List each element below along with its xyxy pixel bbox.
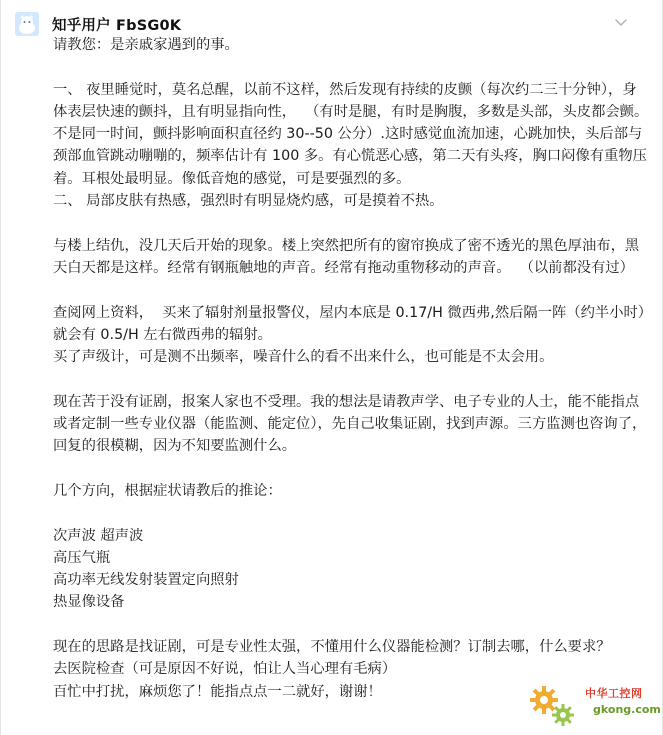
post-body [53, 34, 649, 703]
post-paragraph: 高压气瓶 [53, 549, 111, 566]
paragraph-gap [53, 614, 649, 636]
post-paragraph: 百忙中打扰，麻烦您了！能指点点一二就好，谢谢！ [53, 683, 382, 700]
default-avatar-icon[interactable] [15, 12, 39, 36]
watermark-site-name: 中华工控网 [585, 687, 643, 700]
post-paragraph: 二、 局部皮肤有热感，强烈时有明显烧灼感，可是摸着不热。 [53, 193, 444, 210]
post-paragraph: 与楼上结仇，没几天后开始的现象。楼上突然把所有的窗帘换成了密不透光的黑色厚油布，黑天白天都是这样。经常有钢瓶触地的声音。经常有拖动重物移动的声音。 （以前都没有过） [53, 237, 640, 276]
post-paragraph: 热显像设备 [53, 594, 125, 611]
post-paragraph: 高功率无线发射装置定向照射 [53, 572, 239, 589]
post-paragraph: 请教您：是亲戚家遇到的事。 [53, 37, 239, 53]
paragraph-gap [53, 56, 649, 78]
chevron-down-icon[interactable] [614, 14, 628, 28]
gear-logo-icon [551, 703, 575, 731]
paragraph-gap [53, 502, 649, 524]
paragraph-gap [53, 279, 649, 301]
post-paragraph: 查阅网上资料， 买来了辐射剂量报警仪，屋内本底是 0.17/H 微西弗,然后隔一阵（约半小时）就会有 0.5/H 左右微西弗的辐射。 [53, 304, 645, 343]
post-paragraph: 几个方向，根据症状请教后的推论： [53, 482, 282, 499]
post-paragraph: 去医院检查（可是原因不好说，怕让人当心理有毛病） [53, 661, 397, 678]
paragraph-gap [53, 458, 649, 480]
post-paragraph: 次声波 超声波 [53, 527, 144, 544]
post-header [15, 12, 181, 36]
post-paragraph: 买了声级计，可是测不出频率，噪音什么的看不出来什么，也可能是不太会用。 [53, 349, 554, 366]
post-paragraph: 现在苦于没有证剧，报案人家也不受理。我的想法是请教声学、电子专业的人士，能不能指点或者定制一些专业仪器（能监测、能定位），先自己收集证剧，找到声源。三方监测也咨询了，回复的很模糊，因为不知要监测什么。 [53, 393, 647, 455]
paragraph-gap [53, 368, 649, 390]
site-watermark [529, 683, 659, 729]
watermark-url: gkong.com [593, 703, 661, 716]
author-name[interactable]: 知乎用户 FbSG0K [52, 17, 182, 34]
post-paragraph: 现在的思路是找证剧，可是专业性太强，不懂用什么仪器能检测？订制去哪，什么要求？ [53, 639, 611, 656]
paragraph-gap [53, 212, 649, 234]
post-paragraph: 一、 夜里睡觉时，莫名总醒，以前不这样，然后发现有持续的皮颤（每次约二三十分钟），身体表层快速的颤抖，且有明显指向性， （有时是腿，有时是胸腹，多数是头部，头皮都会颤。不是同一时间，颤抖影响面积直径约 30--50 公分）.这时感觉血流加速，心跳加快，头后部与颈部血管跳动嘣嘣的，频率估计有 100 多。有心慌恶心感，第二天有头疼，胸口闷像有重物压着。耳根处最明显。像低音炮的感觉，可是要强烈的多。 [53, 81, 649, 187]
